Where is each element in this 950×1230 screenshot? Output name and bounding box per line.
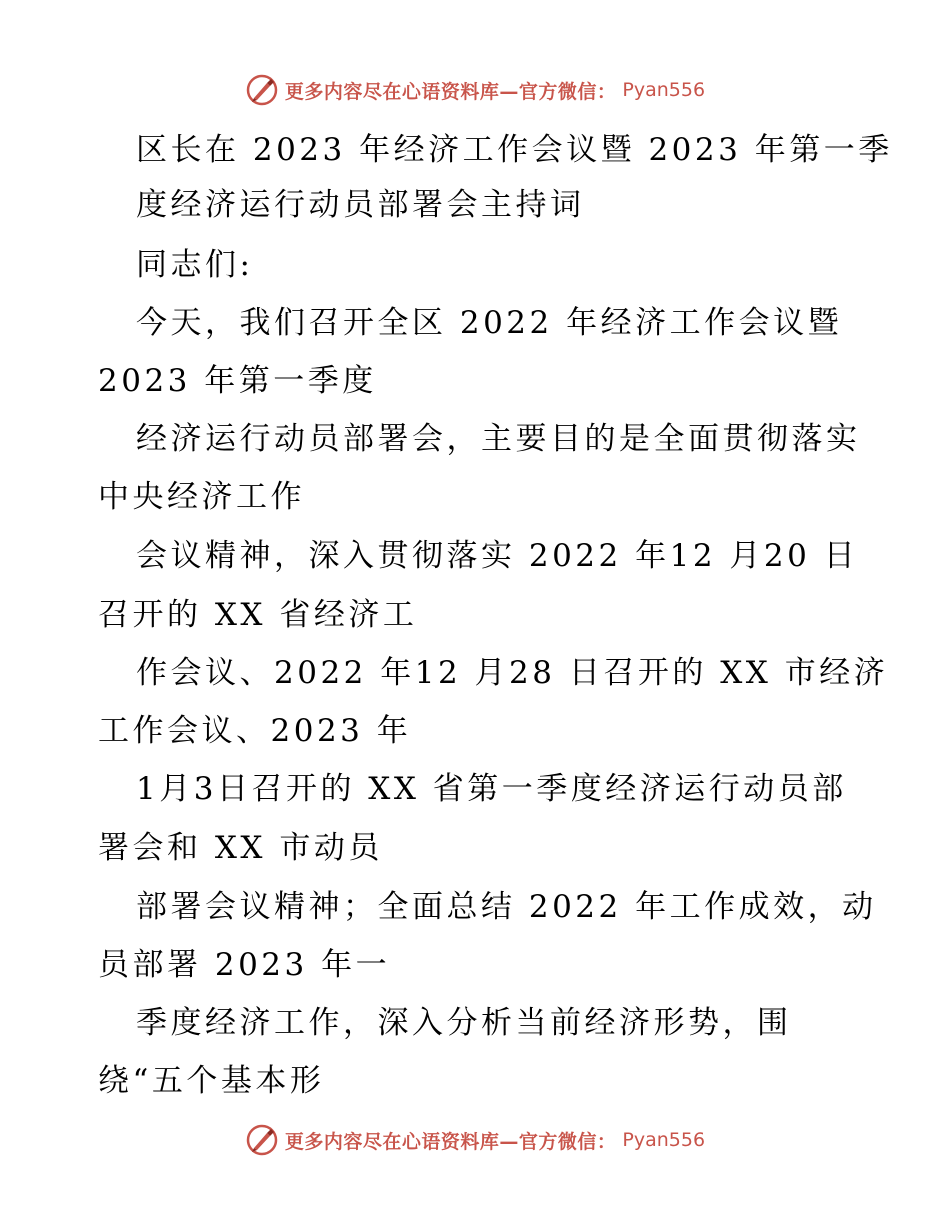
text-line: 召开的 XX 省经济工: [98, 597, 418, 633]
text-line: 2023 年第一季度: [98, 363, 377, 399]
text-line: 中央经济工作: [98, 479, 305, 515]
text-line: 绕“五个基本形: [98, 1063, 325, 1099]
text-line: 1月3日召开的 XX 省第一季度经济运行动员部: [136, 771, 847, 807]
text-line: 经济运行动员部署会，主要目的是全面贯彻落实: [136, 421, 861, 457]
text-line: 季度经济工作，深入分析当前经济形势，围: [136, 1005, 792, 1041]
text-line: 作会议、2022 年12 月28 日召开的 XX 市经济: [136, 655, 889, 691]
footer-watermark-banner: [0, 1120, 950, 1160]
footer-banner-contact: Pyan556: [622, 1129, 706, 1151]
salutation-line: 同志们:: [136, 247, 254, 283]
footer-banner-text: 更多内容尽在心语资料库—官方微信：: [284, 1130, 617, 1153]
text-line: 今天，我们召开全区 2022 年经济工作会议暨: [136, 305, 843, 341]
footer-banner-inner: [245, 1123, 705, 1157]
text-line: 工作会议、2023 年: [98, 713, 412, 749]
pen-logo-icon: [245, 1123, 279, 1157]
header-watermark-banner: [0, 70, 950, 110]
header-banner-contact: Pyan556: [622, 79, 706, 101]
text-line: 员部署 2023 年一: [98, 947, 391, 983]
title-line-1: 区长在 2023 年经济工作会议暨 2023 年第一季: [136, 132, 893, 168]
header-banner-text: 更多内容尽在心语资料库—官方微信：: [284, 80, 617, 103]
title-line-2: 度经济运行动员部署会主持词: [136, 187, 585, 223]
header-banner-inner: [245, 73, 705, 107]
text-line: 会议精神，深入贯彻落实 2022 年12 月20 日: [136, 538, 859, 574]
text-line: 署会和 XX 市动员: [98, 830, 383, 866]
pen-logo-icon: [245, 73, 279, 107]
text-line: 部署会议精神；全面总结 2022 年工作成效，动: [136, 889, 877, 925]
